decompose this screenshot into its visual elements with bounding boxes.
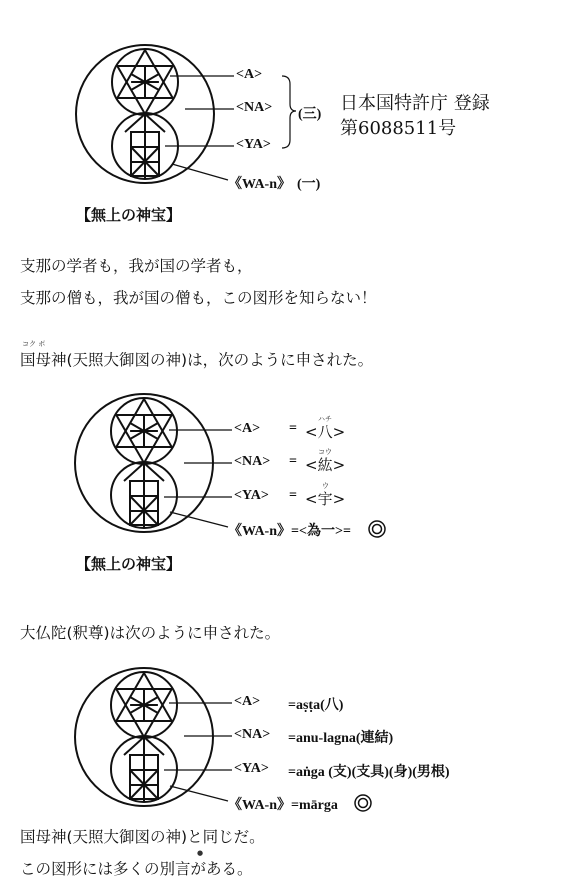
patent-line-1: 日本国特許庁 登録 — [340, 93, 490, 114]
figure1-caption: 【無上の神宝】 — [76, 206, 182, 224]
statement2-text: 大仏陀(釈尊)は次のように申された。 — [20, 624, 281, 642]
figure3-label-ya: <YA> — [234, 761, 269, 776]
figure2-label-a: <A> — [234, 421, 261, 436]
figure2-label-na: <NA> — [234, 454, 271, 469]
figure2-wan-line: 《WA-n》=<為一>= — [228, 524, 351, 539]
figure3-label-na: <NA> — [234, 727, 271, 742]
figure2-ruby-2: コウ — [318, 448, 332, 456]
figure1-label-a: <A> — [236, 67, 263, 82]
statement1-text: 国母神(天照大御図の神)は，次のように申された。 — [20, 351, 374, 369]
figure2-value-2: <紘> — [305, 456, 346, 474]
figure3-wan-line: 《WA-n》=mārga — [228, 798, 338, 813]
closing-dot-mark: ● — [197, 849, 204, 857]
figure2-equals-1: = — [289, 421, 297, 436]
statement1-ruby: コク ボ — [22, 340, 46, 348]
figure2-ruby-1: ハチ — [318, 415, 332, 423]
figure1-label-na: <NA> — [236, 100, 273, 115]
figure1-wan-label: 《WA-n》 — [228, 177, 292, 192]
figure2-equals-3: = — [289, 488, 297, 503]
figure2-ruby-3: ウ — [322, 482, 329, 490]
figure3-label-a: <A> — [234, 694, 261, 709]
paragraph1-line-1: 支那の学者も，我が国の学者も， — [20, 257, 253, 275]
patent-line-2: 第6088511号 — [340, 118, 457, 139]
figure2-label-ya: <YA> — [234, 488, 269, 503]
paragraph1-line-2: 支那の僧も，我が国の僧も，この図形を知らない！ — [20, 289, 377, 307]
figure3-value-a: =aṣṭa(八) — [288, 698, 344, 713]
figure1-label-ya: <YA> — [236, 137, 271, 152]
figure3-value-na: =anu-lagna(連結) — [288, 731, 394, 746]
figure2-caption: 【無上の神宝】 — [76, 555, 182, 573]
figure2-value-3: <宇> — [305, 490, 346, 508]
closing-line-1: 国母神(天照大御図の神)と同じだ。 — [20, 828, 265, 846]
figure1-wan-suffix: (一) — [297, 177, 321, 192]
closing-line-2: この図形には多くの別言がある。 — [20, 860, 253, 878]
figure2-value-1: <八> — [305, 423, 346, 441]
figure2-equals-2: = — [289, 454, 297, 469]
figure3-value-ya: =aṅga (支)(支具)(身)(男根) — [288, 765, 450, 780]
figure1-group-mark: (三) — [298, 107, 322, 122]
